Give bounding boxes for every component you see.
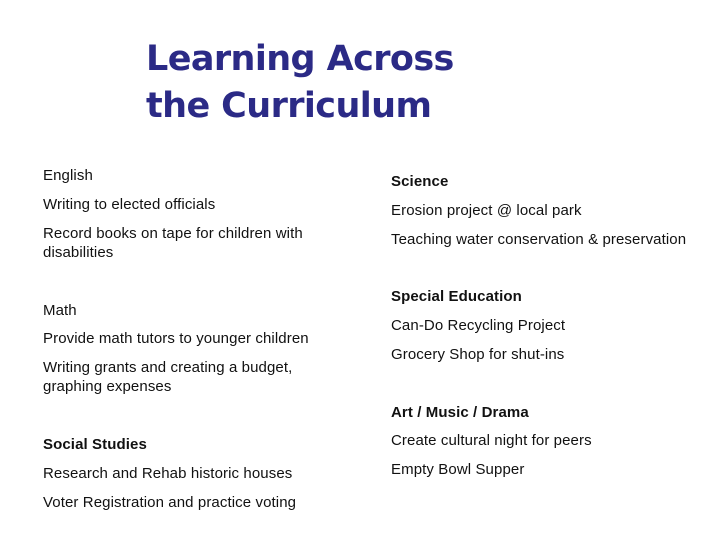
science-item-2: Teaching water conservation & preservation (391, 231, 687, 248)
special-education-item-1: Can-Do Recycling Project (391, 317, 566, 334)
math-item-1: Provide math tutors to younger children (43, 330, 309, 347)
math-item-2-line-2: graphing expenses (43, 378, 172, 395)
title-line-2: the Curriculum (146, 86, 432, 126)
special-education-item-2: Grocery Shop for shut-ins (391, 346, 565, 363)
social-studies-item-1: Research and Rehab historic houses (43, 465, 293, 482)
page-title (146, 36, 454, 130)
math-item-2-line-1: Writing grants and creating a budget, (43, 359, 293, 376)
science-heading: Science (391, 173, 449, 190)
social-studies-item-2: Voter Registration and practice voting (43, 494, 297, 511)
english-item-2-line-2: disabilities (43, 244, 114, 261)
art-music-drama-heading: Art / Music / Drama (391, 404, 529, 421)
social-studies-heading: Social Studies (43, 436, 147, 453)
english-item-2-line-1: Record books on tape for children with (43, 225, 303, 242)
english-item-1: Writing to elected officials (43, 196, 216, 213)
special-education-heading: Special Education (391, 288, 522, 305)
math-heading: Math (43, 302, 77, 319)
science-item-1: Erosion project @ local park (391, 202, 582, 219)
english-heading: English (43, 167, 93, 184)
art-music-drama-item-2: Empty Bowl Supper (391, 461, 525, 478)
art-music-drama-item-1: Create cultural night for peers (391, 432, 592, 449)
title-line-1: Learning Across (146, 39, 454, 79)
